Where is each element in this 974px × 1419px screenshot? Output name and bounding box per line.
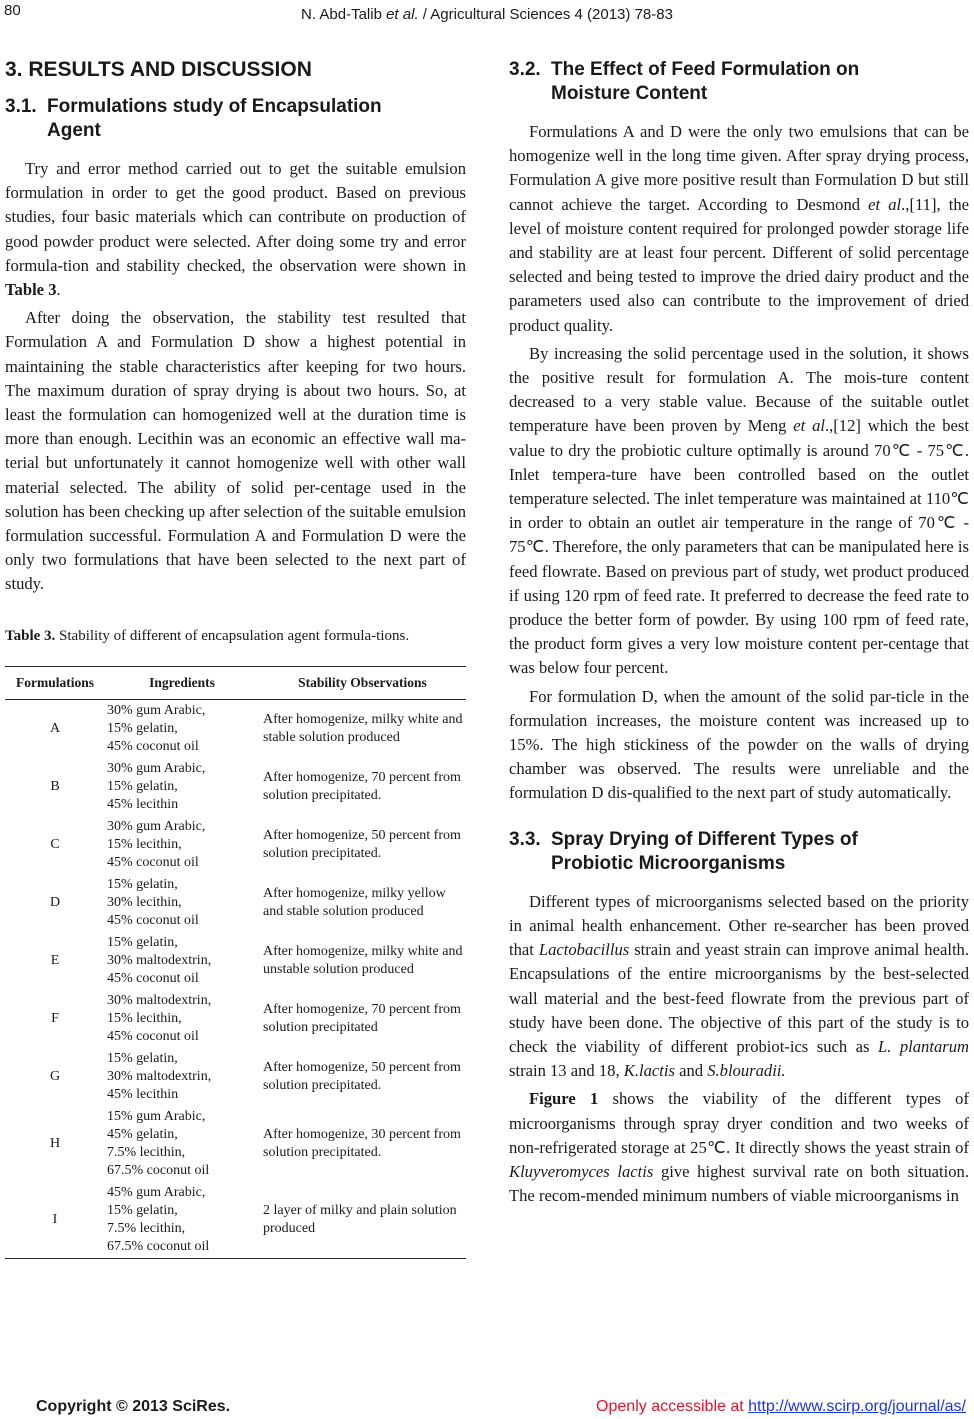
table-reference-link[interactable]: Table 3 [5, 280, 57, 300]
ingredient-line: 30% lecithin, [107, 894, 182, 910]
ingredient-line: 15% gum Arabic, [107, 1108, 206, 1124]
ingredients-cell [105, 874, 259, 932]
ingredient-line: 30% maltodextrin, [107, 1068, 212, 1084]
paragraph [509, 342, 969, 681]
ingredient-line: 30% gum Arabic, [107, 702, 206, 718]
table-caption [5, 627, 466, 646]
ingredient-line: 15% lecithin, [107, 836, 182, 852]
ingredients-cell [105, 1182, 259, 1259]
subsection-title-line1: Formulations study of Encapsulation [47, 96, 382, 117]
formulation-cell: A [49, 720, 61, 736]
ingredient-line: 30% maltodextrin, [107, 952, 212, 968]
observation-cell: After homogenize, milky white and stable solution produced [263, 711, 463, 745]
left-column [5, 52, 466, 1259]
ingredient-line: 15% gelatin, [107, 720, 178, 736]
ingredient-line: 45% lecithin [107, 796, 179, 812]
observation-cell: After homogenize, milky white and unstable solution produced [263, 943, 463, 977]
ingredient-line: 15% gelatin, [107, 934, 178, 950]
table-3 [5, 666, 466, 1259]
table-caption-label: Table 3. [5, 627, 56, 644]
table-row [5, 758, 466, 816]
paragraph-text: give highest survival rate on both situation. The recom-mended minimum numbers of viable microorganisms in [509, 1161, 969, 1206]
ingredient-line: 15% gelatin, [107, 1202, 178, 1218]
table-header-row [5, 666, 466, 699]
formulation-cell: I [5, 1182, 105, 1259]
subsection-title-line1: Spray Drying of Different Types of [551, 828, 858, 850]
observation-cell: 2 layer of milky and plain solution produced [259, 1182, 466, 1259]
ingredient-line: 15% gelatin, [107, 1050, 178, 1066]
table-row [5, 932, 466, 990]
italic-text: et al [793, 416, 825, 436]
observation-cell: After homogenize, 70 percent from solution precipitated [263, 1001, 461, 1035]
subsection-title-line2: Probiotic Microorganisms [551, 852, 786, 874]
ingredient-line: 45% coconut oil [107, 912, 199, 928]
subsection-number: 3.1. [5, 96, 37, 117]
ingredient-line: 15% gelatin, [107, 778, 178, 794]
observation-cell: After homogenize, 50 percent from solution precipitated. [263, 827, 461, 861]
paragraph-text: strain and yeast strain can improve animal health. Encapsulations of the entire microorganisms by the best-selected wall material and the best-feed flowrate from the previous part of study have been done. The objective of this part of the study is to check the viability of different probiot-ics such as [509, 940, 970, 1056]
ingredient-line: 7.5% lecithin, [107, 1220, 186, 1236]
right-column [509, 52, 969, 1208]
formulation-cell: C [50, 836, 60, 852]
ingredient-line: 67.5% coconut oil [107, 1162, 210, 1178]
paragraph [509, 120, 969, 338]
paragraph [509, 890, 969, 1084]
formulation-cell: F [51, 1010, 59, 1026]
paragraph: After doing the observation, the stability test resulted that Formulation A and Formulation D show a highest potential in maintaining the stable characteristics after keeping for two hours. The maximum duration of spray drying is about two hours. So, at least the formulation can homogenized well at the duration time is more than enough. Lecithin was an economic an effective wall ma-terial but unfortunately it cannot homogenize well with other wall material selected. The ability of solid per-centage used in the solution has been checking up after selection of the suitable emulsion formulation successful. Formulation A and Formulation D were the only two formulations that have been selected to the next part of study. [5, 308, 466, 594]
subsection-title-line2: Moisture Content [551, 83, 708, 104]
observation-cell: After homogenize, 50 percent from solution precipitated. [263, 1059, 461, 1093]
footer-copyright: Copyright © 2013 SciRes. [36, 1398, 231, 1415]
ingredient-line: 45% coconut oil [107, 970, 199, 986]
ingredient-line: 67.5% coconut oil [107, 1238, 210, 1254]
paragraph: For formulation D, when the amount of the solid par-ticle in the formulation increases, the moisture content was increased up to 15%. The high stickiness of the powder on the walls of drying chamber was observed. The results were unreliable and the formulation D dis-qualified to the next part of study automatically. [509, 686, 969, 803]
formulation-cell: G [49, 1068, 61, 1084]
table-row [5, 1182, 466, 1259]
paragraph-text: .,[11], the level of moisture content required for prolonged powder storage life and stability are at least four percent. Different of solid percentage selected and being tested to improve the dried dairy product and the parameters used also can contribute to the improvement of dried product quality. [509, 194, 970, 335]
formulation-cell: H [49, 1135, 61, 1151]
footer-access [596, 1398, 966, 1416]
ingredients-cell [105, 816, 259, 874]
paragraph-text: .,[12] which the best value to dry the probiotic culture optimally is around 70℃ - 75℃. Inlet tempera-ture have been controlled based on the outlet temperature selected. The inlet temperature was maintained at 110℃ in order to obtain an outlet air temperature in the range of 70℃ - 75℃. Therefore, the only parameters that can be manipulated here is feed flowrate. Based on previous part of study, wet product produced if using 120 rpm of feed rate. It preferred to decrease the feed rate to produce the better form of powder. By using 100 rpm of feed rate, the product form gives a very low moisture content per-centage that was below four percent. [509, 416, 969, 678]
ingredient-line: 15% lecithin, [107, 1010, 182, 1026]
formulation-cell: B [50, 778, 60, 794]
paragraph [5, 157, 466, 302]
subsection-3-3-heading [509, 828, 969, 876]
paragraph-text: Formulations A and D were the only two emulsions that can be homogenize well in the long time given. After spray drying process, Formulation A give more positive result than Formulation D but still cannot achieve the target. According to Desmond [509, 122, 969, 214]
paragraph-text: and [674, 1061, 708, 1081]
italic-text: L. plantarum [877, 1036, 969, 1056]
column-header: Stability Observations [259, 666, 466, 699]
ingredients-cell [105, 932, 259, 990]
subsection-3-2-heading [509, 58, 969, 106]
paragraph-text: Try and error method carried out to get the suitable emulsion formulation in order to get the good product. Based on previous studies, four basic materials which can contribute on production of good powder product were selected. After doing some try and error formula-tion and stability checked, the observation were shown in [5, 159, 466, 275]
ingredients-cell [105, 758, 259, 816]
italic-text: K.lactis [623, 1061, 675, 1081]
subsection-number: 3.2. [509, 59, 541, 80]
paragraph-text: strain 13 and 18, [509, 1061, 624, 1081]
paragraph [509, 1087, 969, 1208]
observation-cell: After homogenize, milky yellow and stable solution produced [263, 885, 446, 919]
ingredient-line: 30% maltodextrin, [107, 992, 212, 1008]
table-caption-text: Stability of different of encapsulation agent formula-tions. [55, 627, 410, 644]
ingredient-line: 45% gelatin, [107, 1126, 178, 1142]
column-header: Ingredients [105, 666, 259, 699]
ingredients-cell [105, 1048, 259, 1106]
ingredient-line: 30% gum Arabic, [107, 760, 206, 776]
journal-url-link[interactable]: http://www.scirp.org/journal/as/ [748, 1398, 966, 1415]
formulation-cell: D [49, 894, 61, 910]
subsection-title-line2: Agent [47, 120, 101, 141]
footer-access-prefix: Openly accessible at [596, 1398, 749, 1415]
formulation-cell: E [50, 952, 60, 968]
section-title: 3. RESULTS AND DISCUSSION [5, 58, 312, 81]
ingredient-line: 15% gelatin, [107, 876, 178, 892]
observation-cell: After homogenize, 30 percent from solution precipitated. [263, 1126, 461, 1160]
subsection-title-line1: The Effect of Feed Formulation on [551, 59, 860, 80]
italic-text: et al [868, 194, 902, 214]
table-row [5, 1106, 466, 1182]
observation-cell: After homogenize, 70 percent from solution precipitated. [263, 769, 461, 803]
italic-text: S.blouradii. [707, 1061, 786, 1081]
paragraph-text: shows the viability of the different types of microorganisms through spray dryer condition and two weeks of non-refrigerated storage at 25℃. It directly shows the yeast strain of [509, 1089, 969, 1157]
table-row [5, 1048, 466, 1106]
paragraph-text: . [56, 280, 61, 300]
ingredient-line: 45% coconut oil [107, 854, 199, 870]
column-header: Formulations [5, 666, 105, 699]
ingredients-cell [105, 699, 259, 758]
ingredient-line: 45% coconut oil [107, 738, 199, 754]
paragraph-text: By increasing the solid percentage used in the solution, it shows the positive result for formulation A. The mois-ture content decreased to a very stable value. Because of the suitable outlet temperature have been proven by Meng [509, 343, 969, 436]
table-row [5, 990, 466, 1048]
running-header [0, 6, 974, 23]
ingredient-line: 45% gum Arabic, [107, 1184, 206, 1200]
table-row [5, 816, 466, 874]
paragraph-text: Different types of microorganisms selected based on the priority in animal health enhancement. Other re-searcher has been proved that [509, 891, 969, 960]
subsection-number: 3.3. [509, 828, 541, 850]
table-row [5, 874, 466, 932]
header-et-al: et al. [386, 6, 419, 23]
header-authors: N. Abd-Talib [301, 6, 387, 23]
ingredient-line: 45% coconut oil [107, 1028, 199, 1044]
ingredient-line: 30% gum Arabic, [107, 818, 206, 834]
ingredient-line: 7.5% lecithin, [107, 1144, 186, 1160]
subsection-3-1-heading [5, 95, 466, 143]
ingredients-cell [105, 1106, 259, 1182]
italic-text: Lactobacillus [538, 940, 630, 960]
page-number: 80 [4, 2, 21, 19]
italic-text: Kluyveromyces lactis [509, 1161, 654, 1181]
ingredient-line: 45% lecithin [107, 1086, 179, 1102]
header-journal: / Agricultural Sciences 4 (2013) 78-83 [418, 6, 673, 23]
ingredients-cell [105, 990, 259, 1048]
table-row [5, 699, 466, 758]
figure-reference-link[interactable]: Figure 1 [529, 1089, 599, 1109]
